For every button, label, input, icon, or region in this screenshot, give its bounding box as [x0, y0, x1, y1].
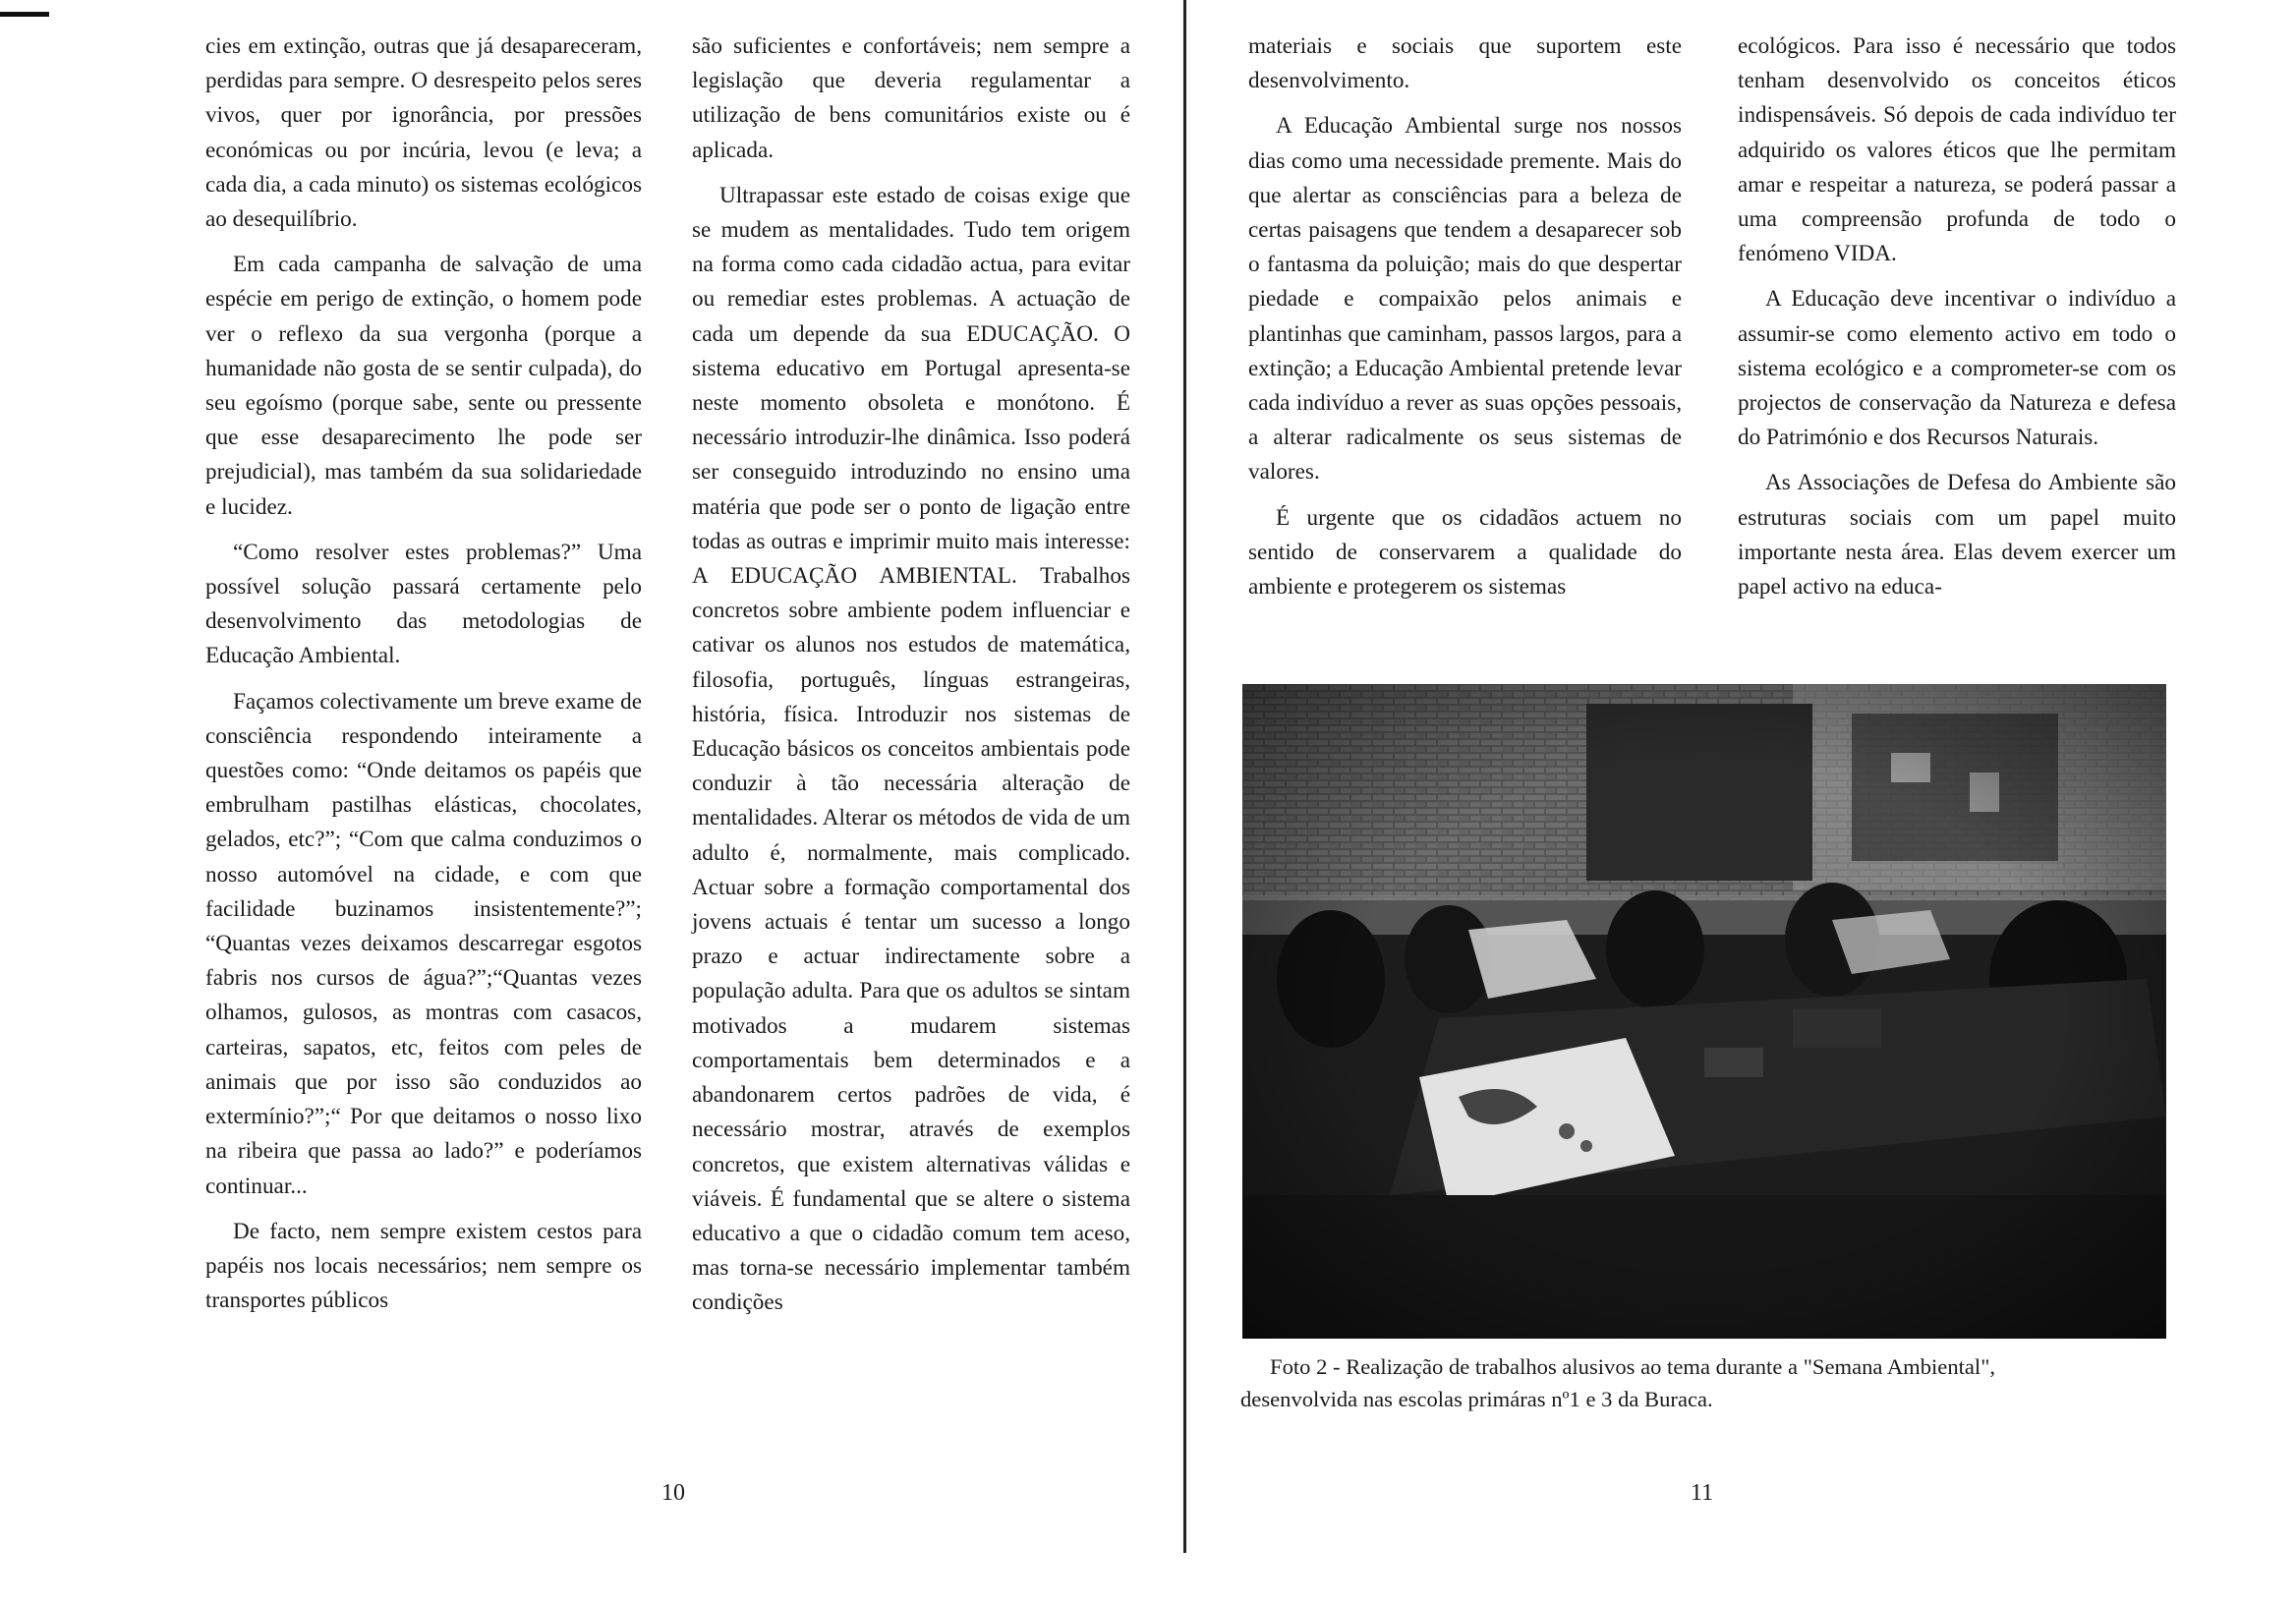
paragraph: A Educação deve incentivar o indivíduo a assumir-se como elemento activo em todo o sistema ecológico e a comprometer-se com os projectos de conservação da Natureza e defesa do Património e dos Recursos Naturais. [1738, 286, 2176, 451]
book-spine [1183, 0, 1186, 1553]
paragraph: Em cada campanha de salvação de uma espécie em perigo de extinção, o homem pode ver o reflexo da sua vergonha (porque a humanidade não gosta de se sentir culpada), do seu egoísmo (porque sabe, sente ou pressente que esse desaparecimento lhe pode ser prejudicial), mas também da sua solidariedade e lucidez. [205, 252, 642, 520]
page-10 [0, 0, 1140, 1604]
paragraph: Ultrapassar este estado de coisas exige que se mudem as mentalidades. Tudo tem origem na forma como cada cidadão actua, para evitar ou remediar estes problemas. A actuação de cada um depende da sua EDUCAÇÃO. O sistema educativo em Portugal apresenta-se neste momento obsoleta e monótono. É necessário introduzir-lhe dinâmica. Isso poderá ser conseguido introduzindo no ensino uma matéria que pode ser o ponto de ligação entre todas as outras e imprimir muito mais interesse: A EDUCAÇÃO AMBIENTAL. Trabalhos concretos sobre ambiente podem influenciar e cativar os alunos nos estudos de matemática, filosofia, português, línguas estrangeiras, história, física. Introduzir nos sistemas de Educação básicos os conceitos ambientais pode conduzir à tão necessária alteração de mentalidades. Alterar os métodos de vida de um adulto é, normalmente, mais complicado. Actuar sobre a formação comportamental dos jovens actuais é tentar um sucesso a longo prazo e actuar indirectamente sobre a população adulta. Para que os adultos se sintam motivados a mudarem sistemas comportamentais bem determinados e a abandonarem certos padrões de vida, é necessário mostrar, através de exemplos concretos, que existem alternativas válidas e viáveis. É fundamental que se altere o sistema educativo a que o cidadão comum tem aceso, mas torna-se necessário implementar também condições [692, 182, 1130, 1316]
page-number: 10 [661, 1480, 685, 1506]
paragraph: As Associações de Defesa do Ambiente são estruturas sociais com um papel muito importante nesta área. Elas devem exercer um papel activo na educa- [1738, 470, 2176, 601]
page-11-column-1 [1248, 29, 1682, 615]
page-10-column-1 [205, 29, 642, 1329]
paragraph: são suficientes e confortáveis; nem sempre a legislação que deveria regulamentar a utilização de bens comunitários existe ou é aplicada. [692, 33, 1130, 163]
paragraph: A Educação Ambiental surge nos nossos dias como uma necessidade premente. Mais do que alertar as consciências para a beleza de certas paisagens que tendem a desaparecer sob o fantasma da poluição; mais do que despertar piedade e compaixão pelos animais e plantinhas que caminham, passos largos, para a extinção; a Educação Ambiental pretende levar cada indivíduo a rever as suas opções pessoais, a alterar radicalmente os seus sistemas de valores. [1248, 113, 1682, 486]
paragraph: É urgente que os cidadãos actuem no sentido de conservarem a qualidade do ambiente e protegerem os sistemas [1248, 504, 1682, 601]
page-number: 11 [1691, 1480, 1714, 1506]
page-11-column-2 [1738, 29, 2176, 615]
paragraph: materiais e sociais que suportem este desenvolvimento. [1248, 33, 1682, 94]
paragraph: ecológicos. Para isso é necessário que todos tenham desenvolvido os conceitos éticos indispensáveis. Só depois de cada indivíduo ter adquirido os valores éticos que lhe permitam amar e respeitar a natureza, se poderá passar a uma compreensão profunda de todo o fenómeno VIDA. [1738, 33, 2176, 267]
paragraph: cies em extinção, outras que já desapareceram, perdidas para sempre. O desrespeito pelos seres vivos, quer por ignorância, por pressões económicas ou por incúria, levou (e leva; a cada dia, a cada minuto) os sistemas ecológicos ao desequilíbrio. [205, 33, 642, 233]
paragraph: De facto, nem sempre existem cestos para papéis nos locais necessários; nem sempre os transportes públicos [205, 1218, 642, 1314]
page-10-column-2 [692, 29, 1130, 1332]
paragraph: “Como resolver estes problemas?” Uma possível solução passará certamente pelo desenvolvimento das metodologias de Educação Ambiental. [205, 539, 642, 669]
classroom-photo [1242, 684, 2166, 1339]
caption-line: desenvolvida nas escolas primáras nº1 e 3 da Buraca. [1240, 1387, 1713, 1411]
photo-caption [1240, 1350, 2174, 1415]
paragraph: Façamos colectivamente um breve exame de consciência respondendo inteiramente a questões como: “Onde deitamos os papéis que embrulham pastilhas elásticas, chocolates, gelados, etc?”; “Com que calma conduzimos o nosso automóvel na cidade, e com que facilidade buzinamos insistentemente?”; “Quantas vezes deixamos descarregar esgotos fabris nos cursos de água?”;“Quantas vezes olhamos, gulosos, as montras com casacos, carteiras, sapatos, etc, feitos com peles de animais que por isso são conduzidos ao extermínio?”;“ Por que deitamos o nosso lixo na ribeira que passa ao lado?” e poderíamos continuar... [205, 688, 642, 1199]
caption-line: Foto 2 - Realização de trabalhos alusivos ao tema durante a "Semana Ambiental", [1270, 1354, 1996, 1379]
